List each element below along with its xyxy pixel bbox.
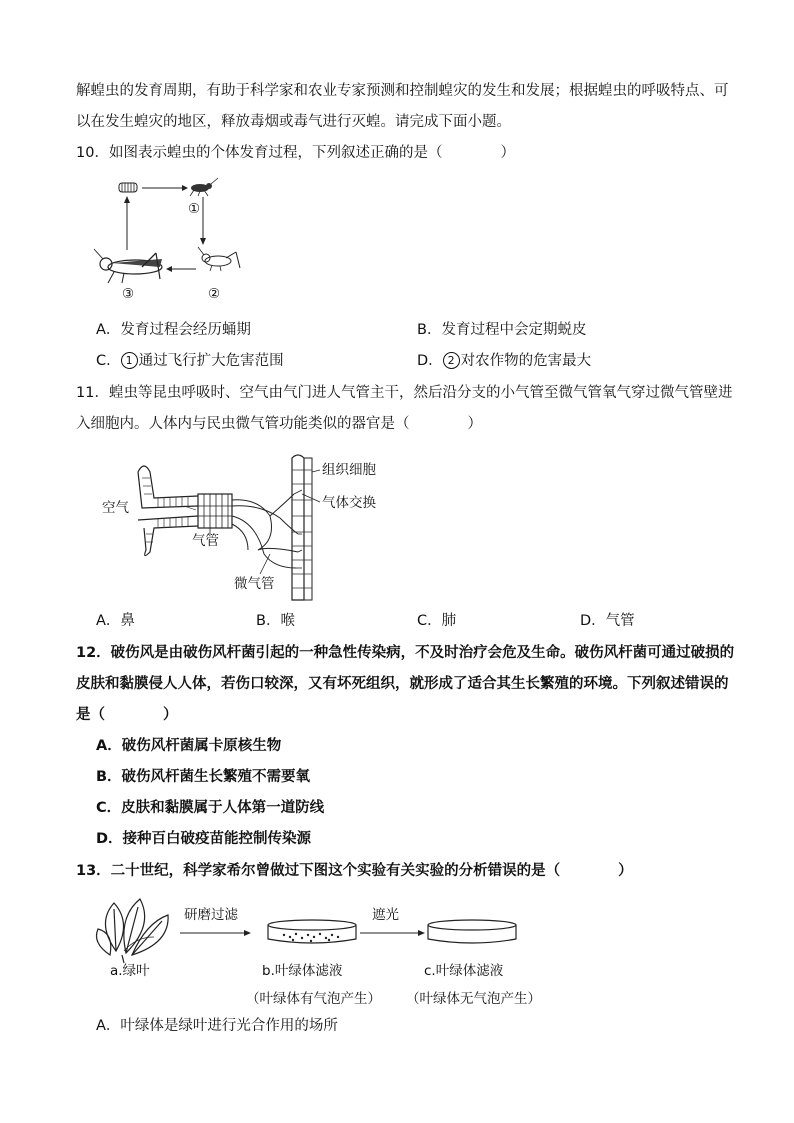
q11-stem-line-2: 入细胞内。人体内与民虫微气管功能类似的器官是（ ） xyxy=(76,416,482,432)
q10-option-d[interactable] xyxy=(417,351,591,371)
label-green-leaf: a.绿叶 xyxy=(110,963,150,979)
locust-lifecycle-diagram xyxy=(90,175,260,305)
petri-dish-with-bubbles xyxy=(268,920,356,943)
q12-option-b[interactable]: B．破伤风杆菌生长繁殖不需要氧 xyxy=(96,769,311,785)
green-leaves-icon xyxy=(97,899,169,963)
label-shade: 遮光 xyxy=(372,907,399,923)
q12-stem-line-3: 是（ ） xyxy=(76,707,178,723)
label-air: 空气 xyxy=(102,500,129,516)
q12-option-c[interactable]: C．皮肤和黏膜属于人体第一道防线 xyxy=(96,800,325,816)
label-grind-filter: 研磨过滤 xyxy=(184,907,238,923)
q11-option-b[interactable]: B．喉 xyxy=(256,613,295,629)
q11-option-d[interactable]: D．气管 xyxy=(580,613,635,629)
petri-dish-no-bubbles xyxy=(428,920,516,943)
insect-tracheal-system-diagram xyxy=(98,450,398,610)
q11-option-c[interactable]: C．肺 xyxy=(417,613,457,629)
q12-option-a[interactable]: A．破伤风杆菌属卡原核生物 xyxy=(96,738,282,754)
circled-number-1: 1 xyxy=(121,352,138,369)
q10-option-c-prefix: C． xyxy=(96,353,121,369)
label-trachea: 气管 xyxy=(192,533,219,549)
q13-option-a[interactable]: A．叶绿体是绿叶进行光合作用的场所 xyxy=(96,1018,338,1034)
stage-label-1: ① xyxy=(188,201,201,217)
q13-stem: 13．二十世纪，科学家希尔曾做过下图这个实验有关实验的分析错误的是（ ） xyxy=(76,863,633,879)
hill-experiment-diagram xyxy=(96,893,576,1023)
label-chloroplast-filtrate-b: b.叶绿体滤液 xyxy=(262,963,343,979)
stage-label-2: ② xyxy=(208,286,221,302)
young-nymph-icon xyxy=(190,178,218,196)
q11-stem-line-1: 11．蝗虫等昆虫呼吸时、空气由气门进人气管主干，然后沿分支的小气管至微气管氧气穿过微气管壁进 xyxy=(76,385,733,401)
q10-option-a[interactable]: A．发育过程会经历蛹期 xyxy=(96,322,251,338)
q11-option-a[interactable]: A．鼻 xyxy=(96,613,135,629)
intro-line-2: 以在发生蝗灾的地区，释放毒烟或毒气进行灭蝗。请完成下面小题。 xyxy=(76,114,511,130)
label-tissue-cell: 组织细胞 xyxy=(322,462,376,478)
q10-option-d-text: 对农作物的危害最大 xyxy=(460,353,592,369)
q12-stem-line-2: 皮肤和黏膜侵人人体，若伤口较深，又有坏死组织，就形成了适合其生长繁殖的环境。下列叙述错误的 xyxy=(76,676,729,692)
label-tracheole: 微气管 xyxy=(234,576,275,592)
older-nymph-icon xyxy=(198,247,240,271)
q10-option-c-text: 通过飞行扩大危害范围 xyxy=(138,353,284,369)
q12-option-d[interactable]: D．接种百白破疫苗能控制传染源 xyxy=(96,831,312,847)
egg-cluster-icon xyxy=(119,183,137,192)
q12-stem-line-1: 12．破伤风是由破伤风杆菌引起的一种急性传染病，不及时治疗会危及生命。破伤风杆菌可通过破损的 xyxy=(76,645,735,661)
stage-label-3: ③ xyxy=(122,286,135,302)
note-bubbles-produced: （叶绿体有气泡产生） xyxy=(246,991,381,1007)
q10-option-b[interactable]: B．发育过程中会定期蜕皮 xyxy=(417,322,587,338)
note-no-bubbles: （叶绿体无气泡产生） xyxy=(406,991,541,1007)
q10-option-d-prefix: D． xyxy=(417,353,443,369)
q10-option-c[interactable] xyxy=(96,351,284,371)
intro-line-1: 解蝗虫的发育周期，有助于科学家和农业专家预测和控制蝗灾的发生和发展；根据蝗虫的呼吸特点、可 xyxy=(76,83,729,99)
adult-locust-icon xyxy=(94,249,162,283)
q10-stem: 10．如图表示蝗虫的个体发育过程，下列叙述正确的是（ ） xyxy=(76,145,515,161)
label-chloroplast-filtrate-c: c.叶绿体滤液 xyxy=(424,963,504,979)
label-gas-exchange: 气体交换 xyxy=(322,495,376,511)
circled-number-2: 2 xyxy=(443,352,460,369)
